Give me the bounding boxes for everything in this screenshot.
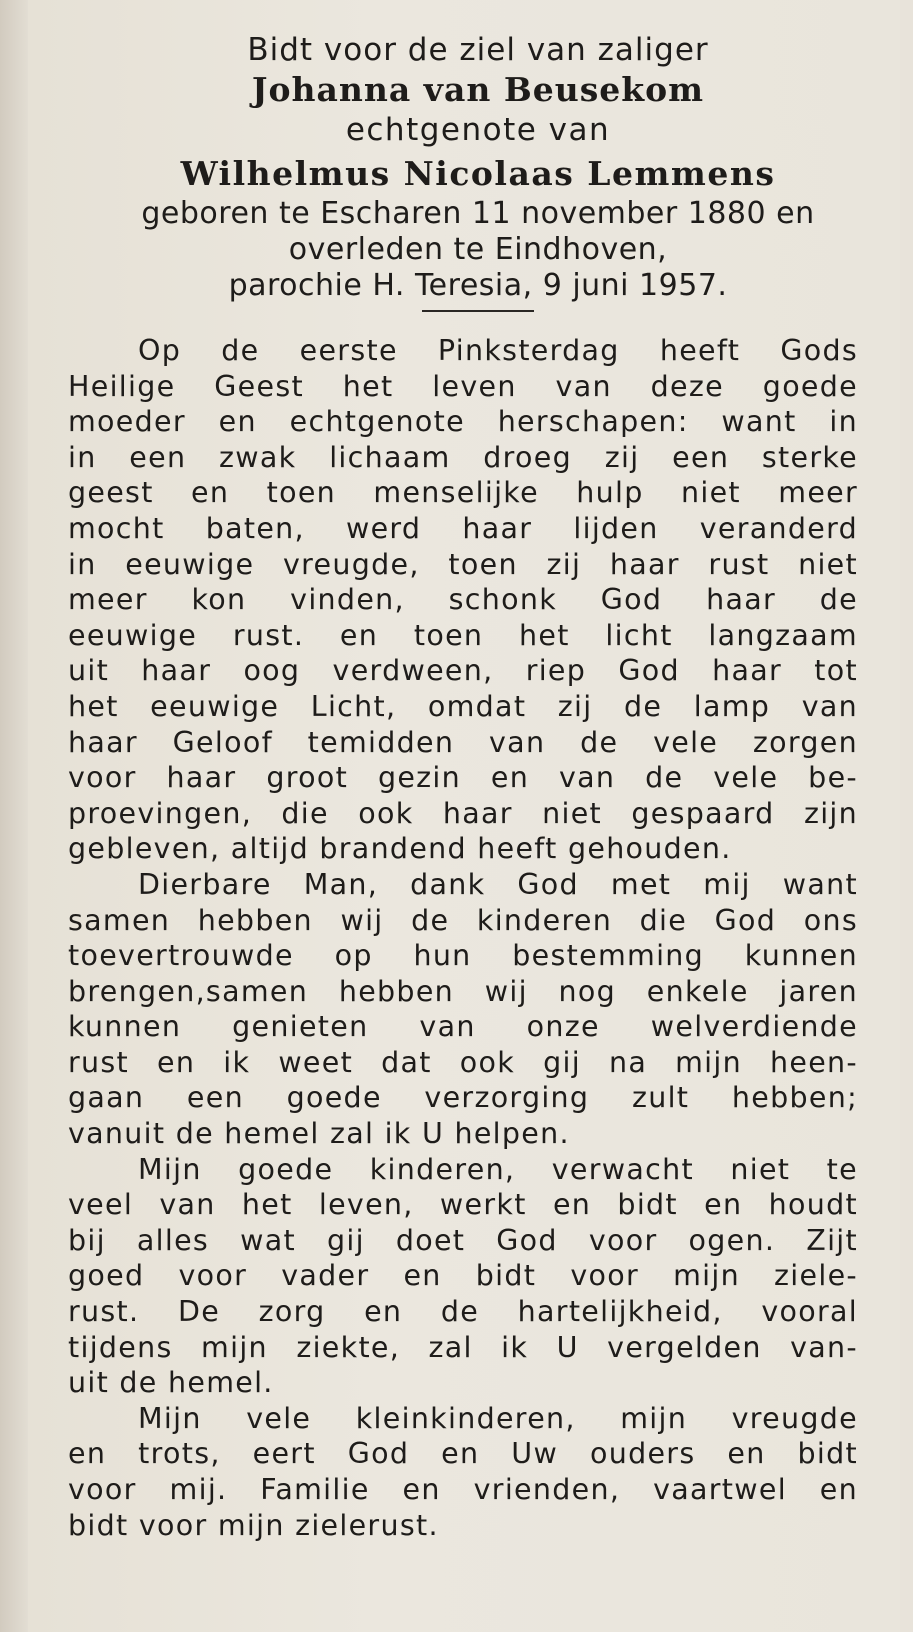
text-line: Heilige Geest het leven van deze goede <box>68 369 858 403</box>
deceased-name: Johanna van Beusekom <box>251 70 705 109</box>
text-line: gaan een goede verzorging zult hebben; <box>68 1081 858 1115</box>
card-header <box>68 30 888 312</box>
text-line: vanuit de hemel zal ik U helpen. <box>68 1117 570 1151</box>
divider-rule <box>422 310 534 312</box>
birth-line: geboren te Escharen 11 november 1880 en <box>141 196 815 231</box>
text-line: uit de hemel. <box>68 1366 274 1400</box>
text-line: en trots, eert God en Uw ouders en bidt <box>68 1437 858 1471</box>
text-line: kunnen genieten van onze welverdiende <box>68 1010 858 1044</box>
text-line: in eeuwige vreugde, toen zij haar rust niet <box>68 547 858 581</box>
text-line: proevingen, die ook haar niet gespaard zijn <box>68 796 858 830</box>
text-line: Op de eerste Pinksterdag heeft Gods <box>138 334 858 367</box>
memorial-card <box>28 0 900 1632</box>
card-edge-shadow <box>0 0 28 1632</box>
spouse-intro: echtgenote van <box>345 112 611 148</box>
text-line: Mijn goede kinderen, verwacht niet te <box>138 1152 858 1186</box>
text-line: bidt voor mijn zielerust. <box>68 1508 439 1542</box>
text-line: voor mij. Familie en vrienden, vaartwel en <box>68 1473 858 1506</box>
text-line: in een zwak lichaam droeg zij een sterke <box>68 440 858 474</box>
text-line: moeder en echtgenote herschapen: want in <box>68 405 858 439</box>
memorial-text <box>68 333 886 1543</box>
text-line: gebleven, altijd brandend heeft gehouden. <box>68 832 732 866</box>
husband-name: Wilhelmus Nicolaas Lemmens <box>180 154 776 193</box>
text-line: goed voor vader en bidt voor mijn ziele- <box>68 1259 858 1293</box>
prayer-intro: Bidt voor de ziel van zaliger <box>247 32 709 68</box>
text-line: eeuwige rust. en toen het licht langzaam <box>68 618 858 652</box>
text-line: meer kon vinden, schonk God haar de <box>68 583 858 617</box>
text-line: veel van het leven, werkt en bidt en houdt <box>68 1188 858 1222</box>
text-line: rust en ik weet dat ook gij na mijn heen- <box>68 1045 858 1079</box>
text-line: brengen,samen hebben wij nog enkele jaren <box>68 974 858 1008</box>
text-line: samen hebben wij de kinderen die God ons <box>68 903 858 937</box>
death-line: overleden te Eindhoven, <box>288 232 668 267</box>
text-line: bij alles wat gij doet God voor ogen. Zijt <box>68 1223 858 1257</box>
text-line: Dierbare Man, dank God met mij want <box>138 867 858 901</box>
text-line: mocht baten, werd haar lijden veranderd <box>68 511 858 545</box>
text-line: toevertrouwde op hun bestemming kunnen <box>68 939 858 973</box>
text-line: Mijn vele kleinkinderen, mijn vreugde <box>138 1401 858 1435</box>
text-line: haar Geloof temidden van de vele zorgen <box>68 725 858 759</box>
text-line: uit haar oog verdween, riep God haar tot <box>68 654 858 688</box>
text-line: tijdens mijn ziekte, zal ik U vergelden van- <box>68 1330 858 1364</box>
parish-line: parochie H. Teresia, 9 juni 1957. <box>228 268 728 303</box>
text-line: geest en toen menselijke hulp niet meer <box>68 476 858 510</box>
text-line: rust. De zorg en de hartelijkheid, vooral <box>68 1295 858 1329</box>
text-line: voor haar groot gezin en van de vele be- <box>68 761 858 795</box>
text-line: het eeuwige Licht, omdat zij de lamp van <box>68 689 858 723</box>
